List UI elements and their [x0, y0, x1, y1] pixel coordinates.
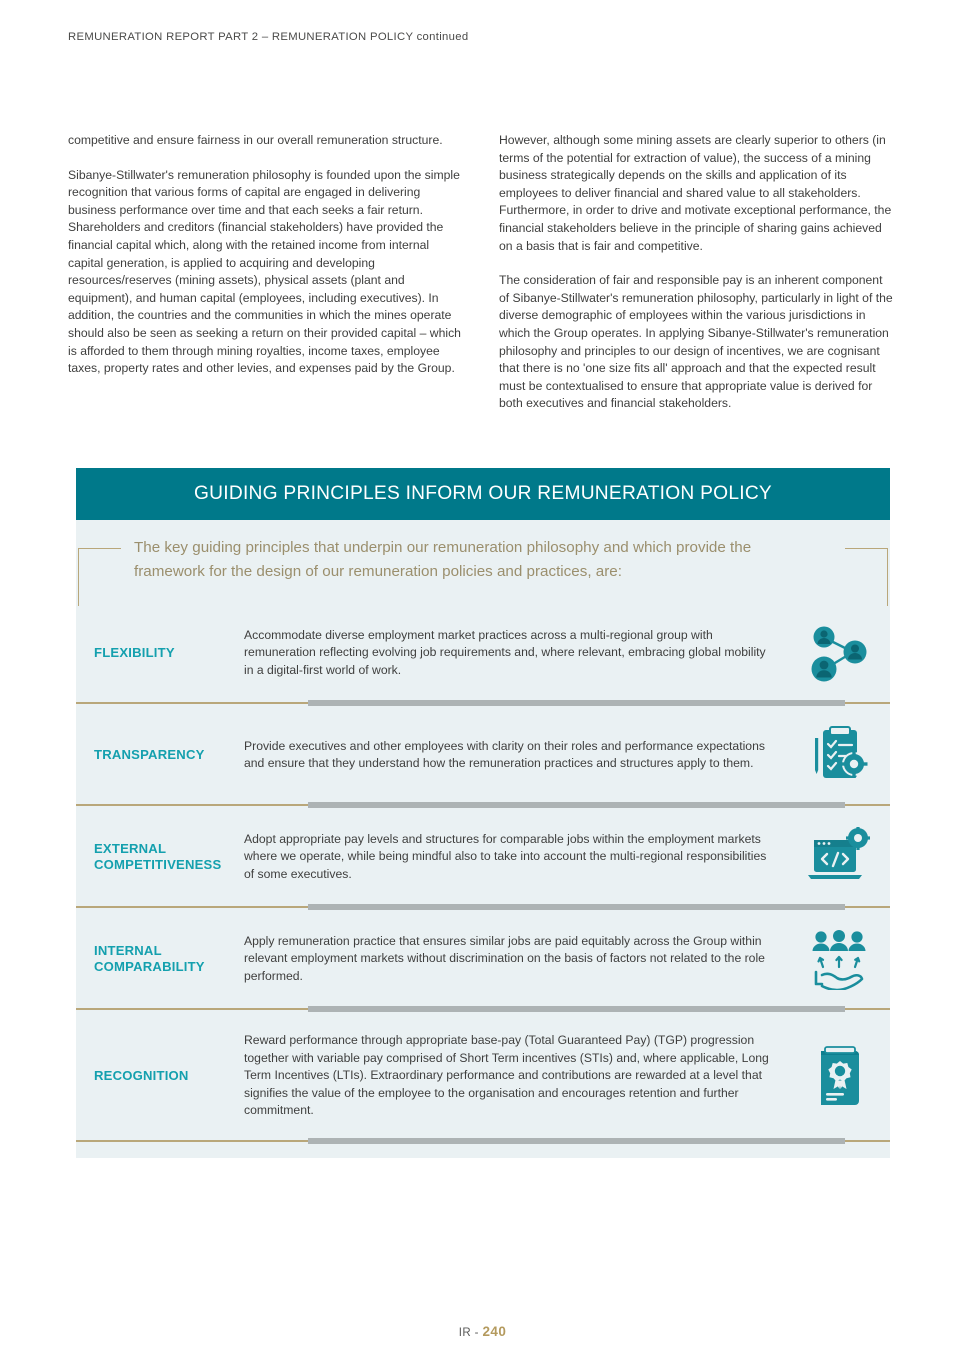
paragraph: competitive and ensure fairness in our overall remuneration structure.	[68, 133, 443, 147]
principle-row-external-competitiveness	[76, 810, 890, 902]
panel-footer-spacer	[76, 1146, 890, 1158]
footer-prefix: IR -	[458, 1327, 479, 1339]
panel-title: GUIDING PRINCIPLES INFORM OUR REMUNERATION POLICY	[194, 483, 772, 504]
panel-intro	[76, 520, 890, 606]
principle-label: INTERNAL COMPARABILITY	[94, 942, 205, 974]
principle-text: Apply remuneration practice that ensures similar jobs are paid equitably across the Group within relevant employment markets without discrimination on the basis of factors not related to the role performed.	[244, 933, 765, 983]
right-column	[499, 132, 894, 413]
row-divider	[76, 1004, 890, 1014]
principle-label: FLEXIBILITY	[94, 644, 175, 660]
principle-label: TRANSPARENCY	[94, 746, 205, 762]
principle-text: Provide executives and other employees with clarity on their roles and performance expectations and ensure that they understand how the remuneration practices and structures apply to them.	[244, 738, 765, 770]
divider-grey-bar	[308, 904, 845, 910]
running-head: REMUNERATION REPORT PART 2 – REMUNERATION POLICY continued	[68, 31, 469, 43]
body-columns	[68, 132, 894, 413]
divider-grey-bar	[308, 1138, 845, 1144]
principle-text: Accommodate diverse employment market practices across a multi-regional group with remuneration reflecting evolving job requirements and, where relevant, embracing global mobility in a digital-first world of work.	[244, 627, 766, 677]
left-column	[68, 132, 463, 413]
row-divider	[76, 698, 890, 708]
principle-text: Reward performance through appropriate base-pay (Total Guaranteed Pay) (TGP) progression together with variable pay comprised of Short Term incentives (STIs) and, where applicable, Long Term Incentives (LTIs). Extraordinary performance and contributions are rewarded at a level that signifies the value of the employee to the organisation and encourages retention and further commitment.	[244, 1033, 769, 1118]
divider-grey-bar	[308, 1006, 845, 1012]
principle-label: EXTERNAL COMPETITIVENESS	[94, 840, 222, 872]
page-footer	[0, 1324, 965, 1339]
principle-label: RECOGNITION	[94, 1067, 189, 1083]
panel-header	[76, 468, 890, 520]
principle-row-transparency	[76, 708, 890, 800]
people-network-icon	[790, 622, 890, 684]
laptop-code-gear-icon	[790, 827, 890, 887]
certificate-book-icon	[790, 1043, 890, 1109]
clipboard-checklist-gear-icon	[790, 724, 890, 786]
row-divider	[76, 800, 890, 810]
page-number: 240	[482, 1324, 507, 1339]
principle-text: Adopt appropriate pay levels and structures for comparable jobs within the employment markets where we operate, while being mindful also to take into account the multi-regional responsibilities of some executives.	[244, 831, 767, 881]
paragraph: However, although some mining assets are clearly superior to others (in terms of the potential for extraction of value), the success of a mining business strategically depends on the skills and application of its employees to deliver financial and shared value to all stakeholders. Furthermore, in order to drive and motivate exceptional performance, the financial stakeholders believe in the principle of sharing gains achieved on a basis that is fair and competitive.	[499, 133, 892, 253]
principle-row-internal-comparability	[76, 912, 890, 1004]
guiding-principles-panel	[76, 468, 890, 1158]
paragraph: Sibanye-Stillwater's remuneration philosophy is founded upon the simple recognition that various forms of capital are engaged in delivering business performance over time and that each seeks a fair return. Shareholders and creditors (financial stakeholders) have provided the financial capital which, along with the retained income from internal capital generation, is applied to acquiring and developing resources/reserves (mining assets), physical assets (plant and equipment), and human capital (employees, including executives). In addition, the countries and the communities in which the mines operate should also be seen as seeking a return on their provided capital – which is afforded to them through mining royalties, income taxes, employee taxes, property rates and other levies, and expenses paid by the Group.	[68, 167, 461, 376]
divider-grey-bar	[308, 802, 845, 808]
divider-grey-bar	[308, 700, 845, 706]
row-divider	[76, 1136, 890, 1146]
principle-row-flexibility	[76, 606, 890, 698]
panel-intro-text: The key guiding principles that underpin our remuneration philosophy and which provide the framework for the design of our remuneration policies and practices, are:	[134, 539, 752, 580]
paragraph: The consideration of fair and responsible pay is an inherent component of Sibanye-Stillwater's remuneration philosophy, particularly in light of the diverse demographic of employees within the various jurisdictions in which the Group operates. In applying Sibanye-Stillwater's remuneration philosophy and principles to our design of incentives, we are cognisant that there is no 'one size fits all' approach and that the expected result must be contextualised to ensure that appropriate value is derived for both executives and financial stakeholders.	[499, 273, 893, 411]
principle-row-recognition	[76, 1014, 890, 1136]
people-hand-support-icon	[790, 928, 890, 990]
row-divider	[76, 902, 890, 912]
